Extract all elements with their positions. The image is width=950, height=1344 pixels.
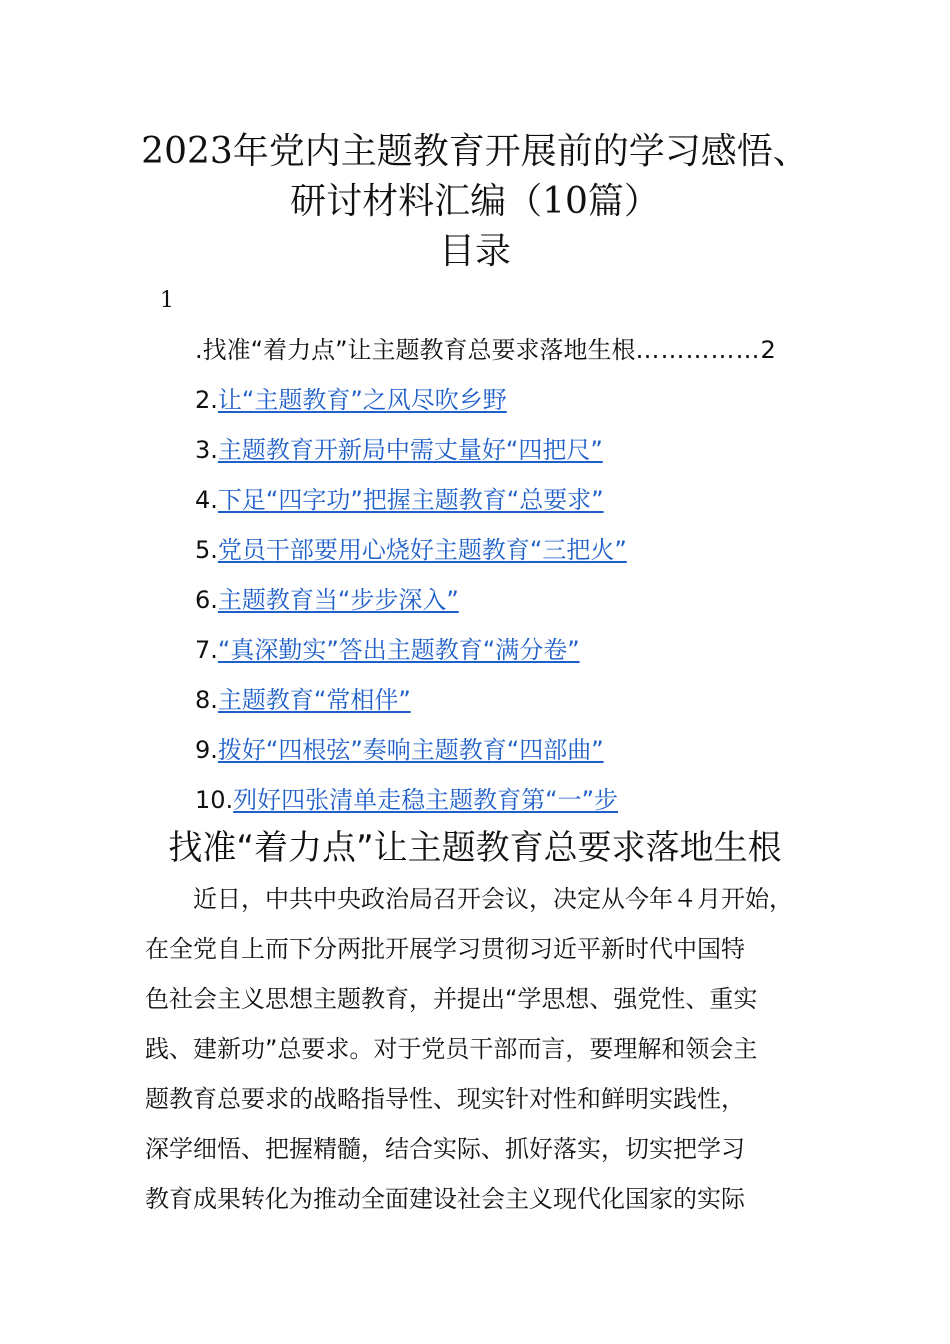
toc-page-number: 2 [760,336,776,364]
toc-item-5 [195,528,835,578]
toc-item-10 [195,778,835,828]
page-marker: 1 [160,288,174,313]
toc-link[interactable]: 主题教育开新局中需丈量好“四把尺” [217,436,603,464]
toc-link[interactable]: 拨好“四根弦”奏响主题教育“四部曲” [217,736,604,764]
body-line: 教育成果转化为推动全面建设社会主义现代化国家的实际 [145,1185,745,1213]
section-title: 找准“着力点”让主题教育总要求落地生根 [168,828,782,868]
toc-item-1-text: 找准“着力点”让主题教育总要求落地生根 [202,336,636,364]
toc-item-1-prefix: . [195,336,203,364]
title-count: 10 [542,181,588,222]
toc-item-number: 3. [195,436,218,464]
toc-link[interactable]: 让“主题教育”之风尽吹乡野 [217,386,507,414]
body-line: 在全党自上而下分两批开展学习贯彻习近平新时代中国特 [145,935,745,963]
title-line-1-text: 年党内主题教育开展前的学习感悟、 [232,131,809,172]
toc-item-3 [195,428,835,478]
body-line: 色社会主义思想主题教育，并提出“学思想、强党性、重实 [145,985,758,1013]
toc-item-9 [195,728,835,778]
toc-leader-dots: …………… [635,336,761,364]
body-line: 深学细悟、把握精髓，结合实际、抓好落实，切实把学习 [145,1135,745,1163]
title-line-2-text-a: 研讨材料汇编（ [290,181,543,222]
toc-item-number: 8. [195,686,218,714]
document-title-line-2 [0,180,950,224]
title-year: 2023 [141,131,233,172]
toc-link[interactable]: 下足“四字功”把握主题教育“总要求” [217,486,604,514]
toc-item-number: 7. [195,636,218,664]
toc-item-number: 5. [195,536,218,564]
body-line: 近日，中共中央政治局召开会议，决定从今年４月开始， [193,885,793,913]
toc-item-8 [195,678,835,728]
toc-item-1[interactable] [195,328,835,378]
toc-item-4 [195,478,835,528]
toc-link[interactable]: 主题教育“常相伴” [217,686,411,714]
toc-link[interactable]: “真深勤实”答出主题教育“满分卷” [217,636,580,664]
toc-item-7 [195,628,835,678]
toc-item-number: 9. [195,736,218,764]
toc-item-number: 6. [195,586,218,614]
toc-item-number: 4. [195,486,218,514]
title-line-2-text-b: 篇） [587,181,660,222]
body-line: 践、建新功”总要求。对于党员干部而言，要理解和领会主 [145,1035,758,1063]
toc-link[interactable]: 列好四张清单走稳主题教育第“一”步 [233,786,619,814]
document-title-line-1 [0,130,950,174]
toc-link[interactable]: 主题教育当“步步深入” [217,586,459,614]
toc-heading: 目录 [438,231,511,272]
toc-item-number: 10. [195,786,234,814]
toc-item-2 [195,378,835,428]
body-paragraph [145,876,825,1226]
body-line: 题教育总要求的战略指导性、现实针对性和鲜明实践性， [145,1085,745,1113]
toc-item-number: 2. [195,386,218,414]
table-of-contents [195,328,835,828]
toc-item-6 [195,578,835,628]
toc-link[interactable]: 党员干部要用心烧好主题教育“三把火” [217,536,627,564]
